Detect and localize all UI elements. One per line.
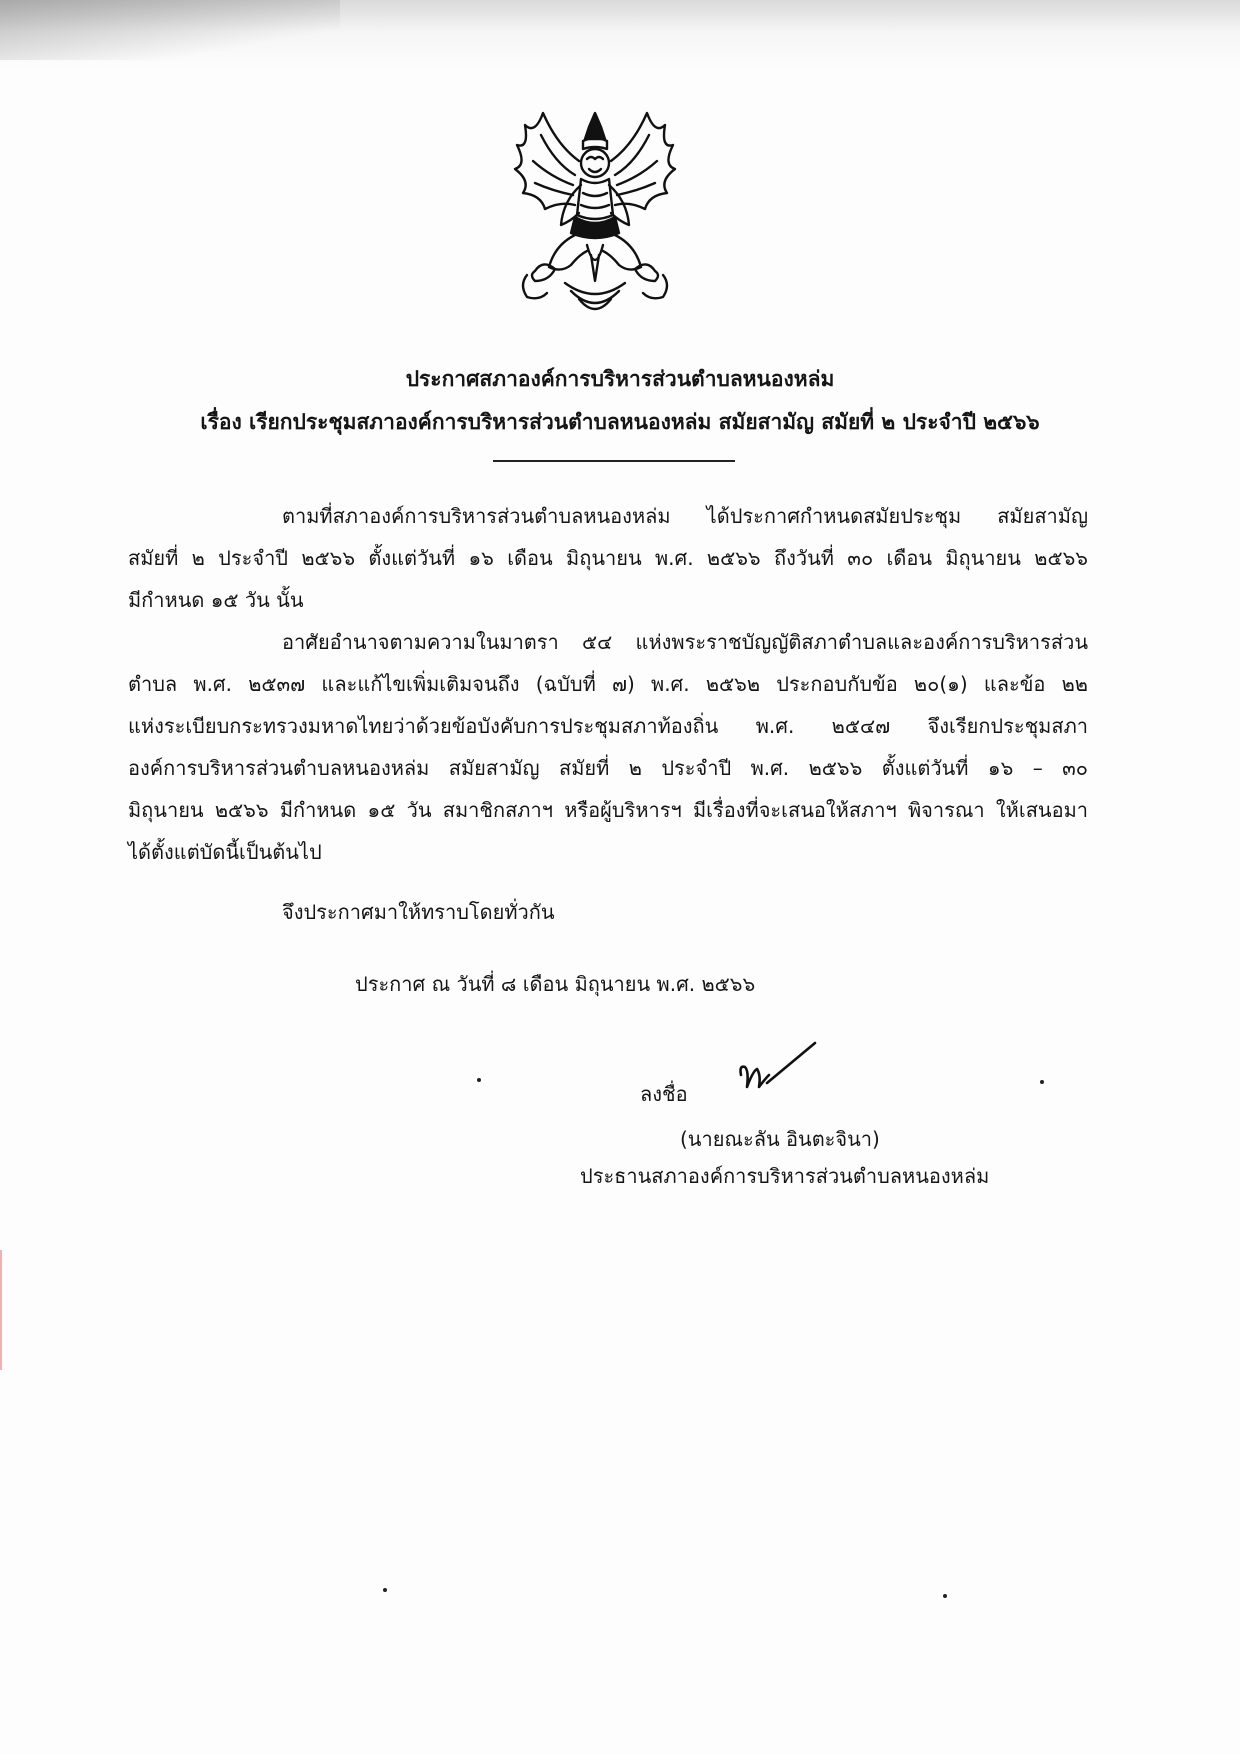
title-divider — [493, 460, 735, 462]
announcement-line: จึงประกาศมาให้ทราบโดยทั่วกัน — [282, 900, 555, 924]
paragraph-line: แห่งระเบียบกระทรวงมหาดไทยว่าด้วยข้อบังคับการประชุมสภาท้องถิ่น พ.ศ. ๒๕๔๗ จึงเรียกประชุมสภา — [128, 714, 1088, 738]
paragraph-line: ได้ตั้งแต่บัดนี้เป็นต้นไป — [128, 840, 322, 864]
signature-label: ลงชื่อ — [640, 1082, 688, 1106]
announcement-date: ประกาศ ณ วันที่ ๘ เดือน มิถุนายน พ.ศ. ๒๕๖๖ — [355, 972, 756, 996]
paragraph-line: ตามที่สภาองค์การบริหารส่วนตำบลหนองหล่ม ได้ประกาศกำหนดสมัยประชุม สมัยสามัญ — [282, 504, 1088, 528]
scan-speck — [1040, 1080, 1044, 1084]
scan-shadow-corner — [0, 0, 340, 60]
paragraph-line: องค์การบริหารส่วนตำบลหนองหล่ม สมัยสามัญ สมัยที่ ๒ ประจำปี พ.ศ. ๒๕๖๖ ตั้งแต่วันที่ ๑๖ – ๓๐ — [128, 756, 1088, 780]
scan-speck — [943, 1594, 947, 1598]
signer-name: (นายณะลัน อินตะจินา) — [680, 1127, 880, 1151]
scan-speck — [477, 1078, 481, 1082]
document-title: ประกาศสภาองค์การบริหารส่วนตำบลหนองหล่ม — [405, 367, 835, 391]
paragraph-line: มีกำหนด ๑๕ วัน นั้น — [128, 588, 304, 612]
signer-position: ประธานสภาองค์การบริหารส่วนตำบลหนองหล่ม — [580, 1164, 990, 1188]
paragraph-1 — [128, 495, 1088, 621]
scan-edge-mark — [0, 1250, 2, 1370]
paragraph-line: มิถุนายน ๒๕๖๖ มีกำหนด ๑๕ วัน สมาชิกสภาฯ หรือผู้บริหารฯ มีเรื่องที่จะเสนอให้สภาฯ พิจารณา ให้เสนอมา — [128, 798, 1088, 822]
paragraph-2 — [128, 621, 1088, 873]
scan-speck — [383, 1588, 387, 1592]
garuda-emblem-icon — [505, 105, 685, 320]
document-subject: เรื่อง เรียกประชุมสภาองค์การบริหารส่วนตำบลหนองหล่ม สมัยสามัญ สมัยที่ ๒ ประจำปี ๒๕๖๖ — [200, 410, 1040, 434]
paragraph-line: อาศัยอำนาจตามความในมาตรา ๕๔ แห่งพระราชบัญญัติสภาตำบลและองค์การบริหารส่วน — [282, 630, 1088, 654]
paragraph-line: ตำบล พ.ศ. ๒๕๓๗ และแก้ไขเพิ่มเติมจนถึง (ฉบับที่ ๗) พ.ศ. ๒๕๖๒ ประกอบกับข้อ ๒๐(๑) และข้อ ๒๒ — [128, 672, 1088, 696]
handwritten-signature — [735, 1035, 825, 1105]
paragraph-line: สมัยที่ ๒ ประจำปี ๒๕๖๖ ตั้งแต่วันที่ ๑๖ เดือน มิถุนายน พ.ศ. ๒๕๖๖ ถึงวันที่ ๓๐ เดือน มิถุนายน ๒๕๖๖ — [128, 546, 1088, 570]
